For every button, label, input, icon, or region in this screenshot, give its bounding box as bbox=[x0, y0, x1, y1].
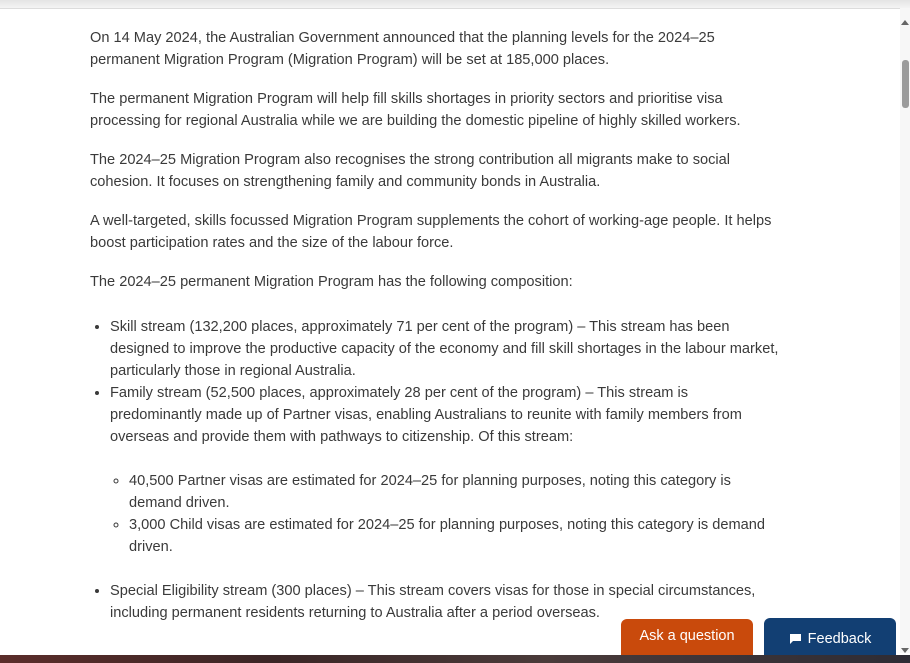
family-substream-list bbox=[110, 470, 780, 558]
browser-top-edge bbox=[0, 0, 910, 9]
skills-paragraph: The permanent Migration Program will help fill skills shortages in priority sectors and prioritise visa processing for regional Australia while we are building the domestic pipeline of highly skilled workers. bbox=[90, 91, 741, 129]
scroll-thumb[interactable] bbox=[902, 60, 909, 108]
ask-button-label: Ask a question bbox=[639, 628, 735, 644]
list-item-partner-visas: ◦ 40,500 Partner visas are estimated for 2024–25 for planning purposes, noting this category is demand driven. bbox=[129, 470, 780, 514]
speech-bubble-icon bbox=[789, 633, 802, 645]
scroll-up-arrow-icon[interactable] bbox=[901, 20, 909, 25]
list-item-special-eligibility-stream: • Special Eligibility stream (300 places) – This stream covers visas for those in special circumstances, including permanent residents returning to Australia after a period overseas. bbox=[110, 580, 780, 624]
list-item-family-stream bbox=[110, 382, 780, 558]
vertical-scrollbar[interactable] bbox=[900, 8, 910, 653]
intro-paragraph: On 14 May 2024, the Australian Government announced that the planning levels for the 2024–25 permanent Migration Program (Migration Program) will be set at 185,000 places. bbox=[90, 30, 715, 68]
stream-list bbox=[90, 316, 780, 624]
scroll-down-arrow-icon[interactable] bbox=[901, 648, 909, 653]
cohesion-paragraph: The 2024–25 Migration Program also recognises the strong contribution all migrants make to social cohesion. It focuses on strengthening family and community bonds in Australia. bbox=[90, 152, 731, 190]
taskbar-edge bbox=[0, 655, 910, 663]
feedback-button[interactable] bbox=[764, 618, 896, 655]
feedback-button-label: Feedback bbox=[807, 630, 872, 647]
list-item-skill-stream: • Skill stream (132,200 places, approximately 71 per cent of the program) – This stream has been designed to improve the productive capacity of the economy and fill skill shortages in the labour market, particularly those in regional Australia. bbox=[110, 316, 780, 382]
ask-a-question-button[interactable] bbox=[621, 619, 753, 655]
list-item-child-visas: ◦ 3,000 Child visas are estimated for 2024–25 for planning purposes, noting this category is demand driven. bbox=[129, 514, 780, 558]
family-stream-text: Family stream (52,500 places, approximately 28 per cent of the program) – This stream is predominantly made up of Partner visas, enabling Australians to reunite with family members from overseas and provide them with pathways to citizenship. Of this stream: bbox=[110, 385, 742, 445]
article-content bbox=[90, 27, 780, 624]
workforce-paragraph: A well-targeted, skills focussed Migration Program supplements the cohort of working-age people. It helps boost participation rates and the size of the labour force. bbox=[90, 213, 772, 251]
composition-intro: The 2024–25 permanent Migration Program has the following composition: bbox=[90, 274, 573, 290]
